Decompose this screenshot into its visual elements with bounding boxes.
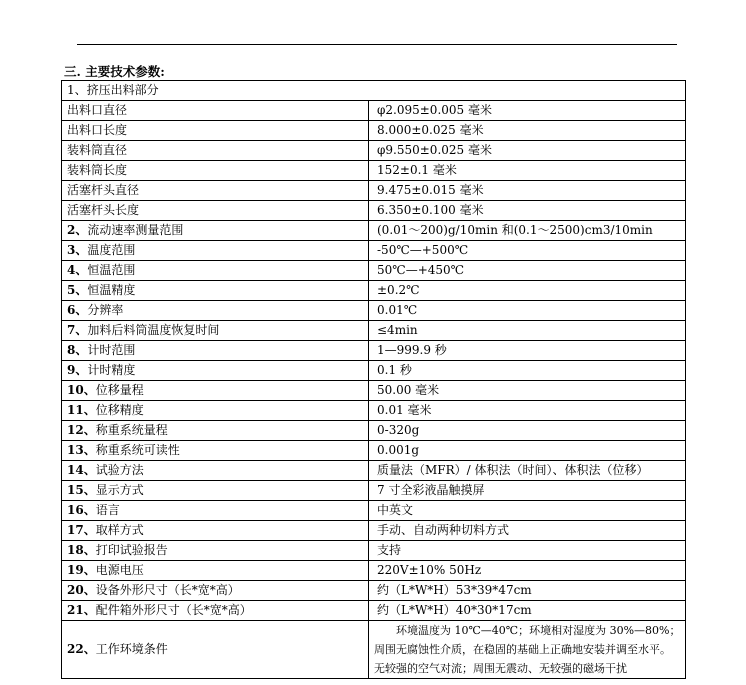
param-label <box>62 341 369 361</box>
param-value: 0.01 毫米 <box>369 401 686 421</box>
table-row <box>62 381 686 401</box>
table-row <box>62 441 686 461</box>
param-name: 出料口长度 <box>67 123 128 137</box>
table-row <box>62 121 686 141</box>
table-row <box>62 521 686 541</box>
param-name: 加料后料筒温度恢复时间 <box>87 323 220 337</box>
param-number: 12、 <box>67 423 96 437</box>
param-label <box>62 201 369 221</box>
param-label <box>62 601 369 621</box>
param-value: 中英文 <box>369 501 686 521</box>
param-label <box>62 221 369 241</box>
param-value: 1—999.9 秒 <box>369 341 686 361</box>
param-name: 温度范围 <box>87 243 136 257</box>
table-row <box>62 161 686 181</box>
table-row <box>62 601 686 621</box>
param-label <box>62 301 369 321</box>
table-row <box>62 401 686 421</box>
table-row <box>62 321 686 341</box>
param-value: 0.001g <box>369 441 686 461</box>
env-condition-line: 环境温度为 10℃—40℃；环境相对湿度为 30%—80%； <box>396 624 681 637</box>
spec-table <box>61 80 686 679</box>
table-row <box>62 581 686 601</box>
table-row <box>62 221 686 241</box>
param-name: 语言 <box>95 503 120 517</box>
param-name: 分辨率 <box>87 303 124 317</box>
param-number: 15、 <box>67 483 96 497</box>
param-number: 21、 <box>67 603 96 617</box>
table-row <box>62 281 686 301</box>
param-value: 50℃—+450℃ <box>369 261 686 281</box>
param-number: 11、 <box>67 403 96 417</box>
section-label: 1、挤压出料部分 <box>62 81 686 101</box>
param-label <box>62 461 369 481</box>
table-row <box>62 481 686 501</box>
param-value: 9.475±0.015 毫米 <box>369 181 686 201</box>
param-value: 220V±10% 50Hz <box>369 561 686 581</box>
param-label <box>62 581 369 601</box>
param-value: 质量法（MFR）/ 体积法（时间）、体积法（位移） <box>369 461 686 481</box>
table-row <box>62 81 686 101</box>
param-name: 恒温精度 <box>87 283 136 297</box>
param-value: 50.00 毫米 <box>369 381 686 401</box>
param-name: 活塞杆头长度 <box>67 203 140 217</box>
param-value: φ2.095±0.005 毫米 <box>369 101 686 121</box>
table-row <box>62 461 686 481</box>
param-label <box>62 621 369 679</box>
table-row <box>62 361 686 381</box>
param-label <box>62 181 369 201</box>
param-value: ≤4min <box>369 321 686 341</box>
param-number: 4、 <box>67 263 88 277</box>
table-row <box>62 621 686 679</box>
param-name: 电源电压 <box>95 563 144 577</box>
table-row <box>62 201 686 221</box>
param-value: 约（L*W*H）53*39*47cm <box>369 581 686 601</box>
table-row <box>62 541 686 561</box>
param-name: 位移精度 <box>95 403 144 417</box>
param-name: 称重系统量程 <box>95 423 168 437</box>
top-rule <box>77 44 677 45</box>
param-name: 流动速率测量范围 <box>87 223 184 237</box>
param-label <box>62 541 369 561</box>
param-number: 14、 <box>67 463 96 477</box>
param-label <box>62 161 369 181</box>
param-label <box>62 421 369 441</box>
table-row <box>62 261 686 281</box>
table-row <box>62 181 686 201</box>
param-label <box>62 361 369 381</box>
param-number: 6、 <box>67 303 88 317</box>
param-number: 18、 <box>67 543 96 557</box>
param-label <box>62 321 369 341</box>
param-label <box>62 481 369 501</box>
table-row <box>62 141 686 161</box>
param-number: 7、 <box>67 323 88 337</box>
param-name: 装料筒直径 <box>67 143 128 157</box>
env-condition-line: 周围无腐蚀性介质，在稳固的基础上正确地安装并调至水平。 <box>374 643 671 656</box>
param-number: 9、 <box>67 363 88 377</box>
param-number: 17、 <box>67 523 96 537</box>
param-value: ±0.2℃ <box>369 281 686 301</box>
table-row <box>62 341 686 361</box>
param-name: 计时精度 <box>87 363 136 377</box>
param-name: 称重系统可读性 <box>95 443 180 457</box>
param-name: 工作环境条件 <box>95 642 168 656</box>
table-row <box>62 501 686 521</box>
param-name: 试验方法 <box>95 463 144 477</box>
param-name: 取样方式 <box>95 523 144 537</box>
param-value: 手动、自动两种切料方式 <box>369 521 686 541</box>
param-number: 8、 <box>67 343 88 357</box>
param-name: 恒温范围 <box>87 263 136 277</box>
param-value: 7 寸全彩液晶触摸屏 <box>369 481 686 501</box>
table-row <box>62 241 686 261</box>
param-label <box>62 401 369 421</box>
param-number: 2、 <box>67 223 88 237</box>
param-number: 20、 <box>67 583 96 597</box>
param-value: 152±0.1 毫米 <box>369 161 686 181</box>
param-value: 8.000±0.025 毫米 <box>369 121 686 141</box>
param-value: 0-320g <box>369 421 686 441</box>
param-label <box>62 441 369 461</box>
param-name: 显示方式 <box>95 483 144 497</box>
param-name: 计时范围 <box>87 343 136 357</box>
param-label <box>62 561 369 581</box>
table-row <box>62 101 686 121</box>
param-number: 19、 <box>67 563 96 577</box>
param-number: 5、 <box>67 283 88 297</box>
param-label <box>62 281 369 301</box>
table-row <box>62 301 686 321</box>
param-number: 10、 <box>67 383 96 397</box>
param-value: (0.01～200)g/10min 和(0.1～2500)cm3/10min <box>369 221 686 241</box>
param-label <box>62 261 369 281</box>
env-condition-line: 无较强的空气对流；周围无震动、无较强的磁场干扰 <box>374 662 627 675</box>
param-name: 位移量程 <box>95 383 144 397</box>
env-conditions <box>369 621 686 679</box>
param-value: -50℃—+500℃ <box>369 241 686 261</box>
param-value: 0.01℃ <box>369 301 686 321</box>
param-name: 装料筒长度 <box>67 163 128 177</box>
param-name: 打印试验报告 <box>95 543 168 557</box>
param-value: 0.1 秒 <box>369 361 686 381</box>
param-name: 活塞杆头直径 <box>67 183 140 197</box>
param-number: 16、 <box>67 503 96 517</box>
param-label <box>62 381 369 401</box>
section-heading: 三. 主要技术参数: <box>64 64 165 79</box>
param-name: 设备外形尺寸（长*宽*高） <box>95 583 240 597</box>
param-label <box>62 141 369 161</box>
param-value: 约（L*W*H）40*30*17cm <box>369 601 686 621</box>
param-value: 6.350±0.100 毫米 <box>369 201 686 221</box>
table-row <box>62 561 686 581</box>
param-number: 13、 <box>67 443 96 457</box>
param-value: 支持 <box>369 541 686 561</box>
param-label <box>62 241 369 261</box>
param-label <box>62 121 369 141</box>
param-number: 3、 <box>67 243 88 257</box>
param-name: 出料口直径 <box>67 103 128 117</box>
param-number: 22、 <box>67 642 96 656</box>
param-value: φ9.550±0.025 毫米 <box>369 141 686 161</box>
param-label <box>62 501 369 521</box>
param-label <box>62 521 369 541</box>
param-name: 配件箱外形尺寸（长*宽*高） <box>95 603 252 617</box>
table-row <box>62 421 686 441</box>
param-label <box>62 101 369 121</box>
